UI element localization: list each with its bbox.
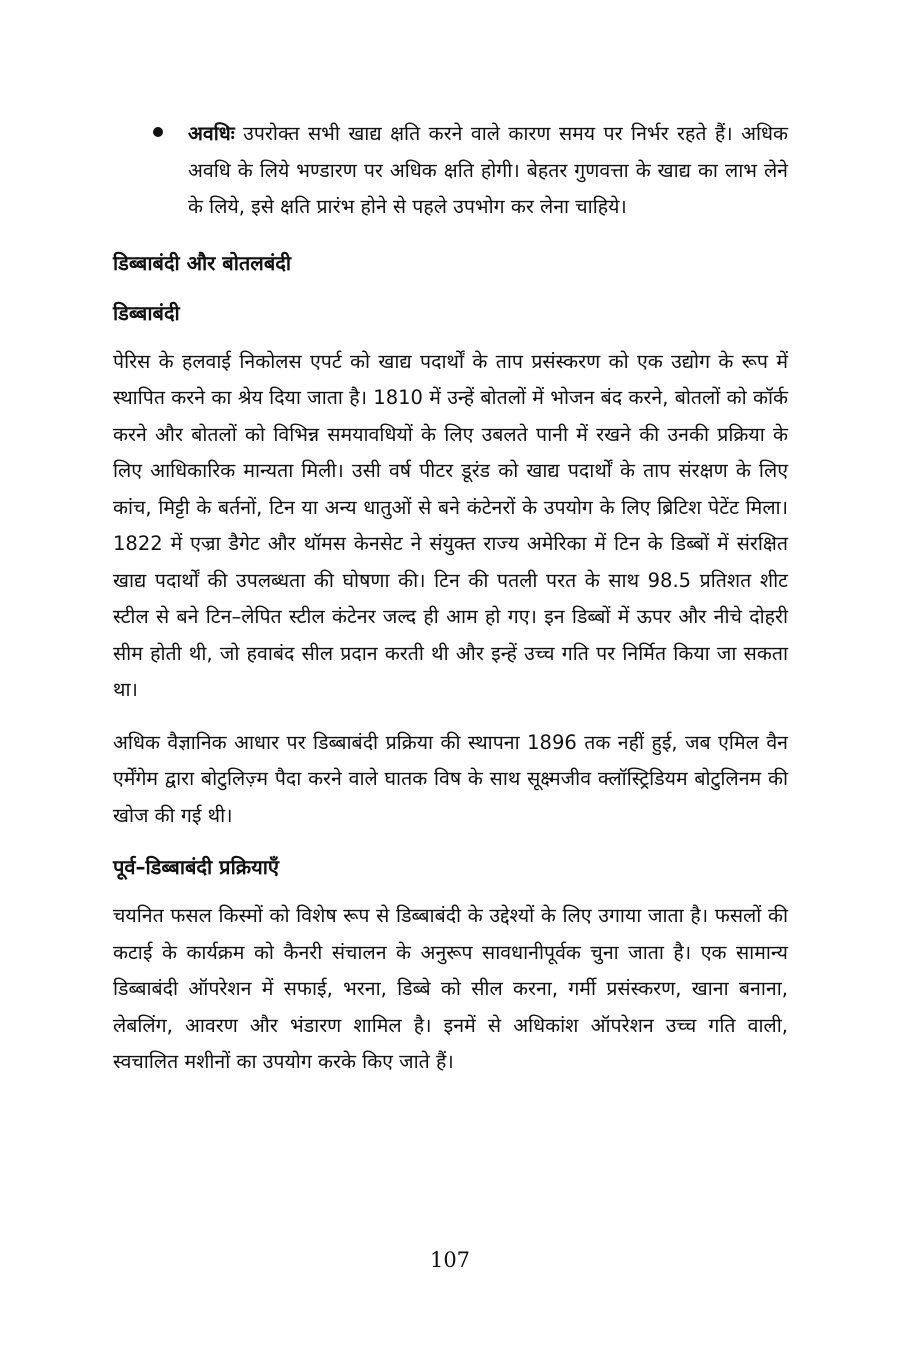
bullet-item-duration — [153, 116, 788, 226]
section-heading: डिब्बाबंदी और बोतलबंदी — [113, 250, 292, 275]
page-number: 107 — [429, 1248, 471, 1272]
bullet-body: उपरोक्त सभी खाद्य क्षति करने वाले कारण समय पर निर्भर रहते हैं। अधिक अवधि के लिये भण्डारण पर अधिक क्षति होगी। बेहतर गुणवत्ता के खाद्य का लाभ लेने के लिये, इसे क्षति प्रारंभ होने से पहले उपभोग कर लेना चाहिये। — [188, 122, 788, 218]
paragraph-pre-canning: चयनित फसल किस्मों को विशेष रूप से डिब्बाबंदी के उद्देश्यों के लिए उगाया जाता है। फसलों की कटाई के कार्यक्रम को कैनरी संचालन के अनुरूप सावधानीपूर्वक चुना जाता है। एक सामान्य डिब्बाबंदी ऑपरेशन में सफाई, भरना, डिब्बे को सील करना, गर्मी प्रसंस्करण, खाना बनाना, लेबलिंग, आवरण और भंडारण शामिल है। इनमें से अधिकांश ऑपरेशन उच्च गति वाली, स्वचालित मशीनों का उपयोग करके किए जाते हैं। — [113, 904, 788, 1073]
bullet-lead-term: अवधिः — [188, 122, 235, 145]
bullet-text — [188, 116, 788, 226]
sub-heading-canning: डिब्बाबंदी — [113, 300, 180, 325]
sub-heading-pre-canning: पूर्व–डिब्बाबंदी प्रक्रियाएँ — [113, 855, 279, 879]
page-content — [113, 116, 788, 1081]
paragraph-scientific-basis: अधिक वैज्ञानिक आधार पर डिब्बाबंदी प्रक्रिया की स्थापना 1896 तक नहीं हुई, जब एमिल वैन एर्मेंगेम द्वारा बोटुलिज़्म पैदा करने वाले घातक विष के साथ सूक्ष्मजीव क्लॉस्ट्रिडियम बोटुलिनम की खोज की गई थी। — [113, 730, 788, 827]
bullet-icon — [153, 127, 163, 137]
paragraph-history: पेरिस के हलवाई निकोलस एपर्ट को खाद्य पदार्थों के ताप प्रसंस्करण को एक उद्योग के रूप में स्थापित करने का श्रेय दिया जाता है। 1810 में उन्हें बोतलों में भोजन बंद करने, बोतलों को कॉर्क करने और बोतलों को विभिन्न समयावधियों के लिए उबलते पानी में रखने की उनकी प्रक्रिया के लिए आधिकारिक मान्यता मिली। उसी वर्ष पीटर डूरंड को खाद्य पदार्थों के ताप संरक्षण के लिए कांच, मिट्टी के बर्तनों, टिन या अन्य धातुओं से बने कंटेनरों के उपयोग के लिए ब्रिटिश पेटेंट मिला। 1822 में एज्रा डैगेट और थॉमस केनसेट ने संयुक्त राज्य अमेरिका में टिन के डिब्बों में संरक्षित खाद्य पदार्थों की उपलब्धता की घोषणा की। टिन की पतली परत के साथ 98.5 प्रतिशत शीट स्टील से बने टिन–लेपित स्टील कंटेनर जल्द ही आम हो गए। इन डिब्बों में ऊपर और नीचे दोहरी सीम होती थी, जो हवाबंद सील प्रदान करती थी और इन्हें उच्च गति पर निर्मित किया जा सकता था। — [113, 349, 788, 701]
